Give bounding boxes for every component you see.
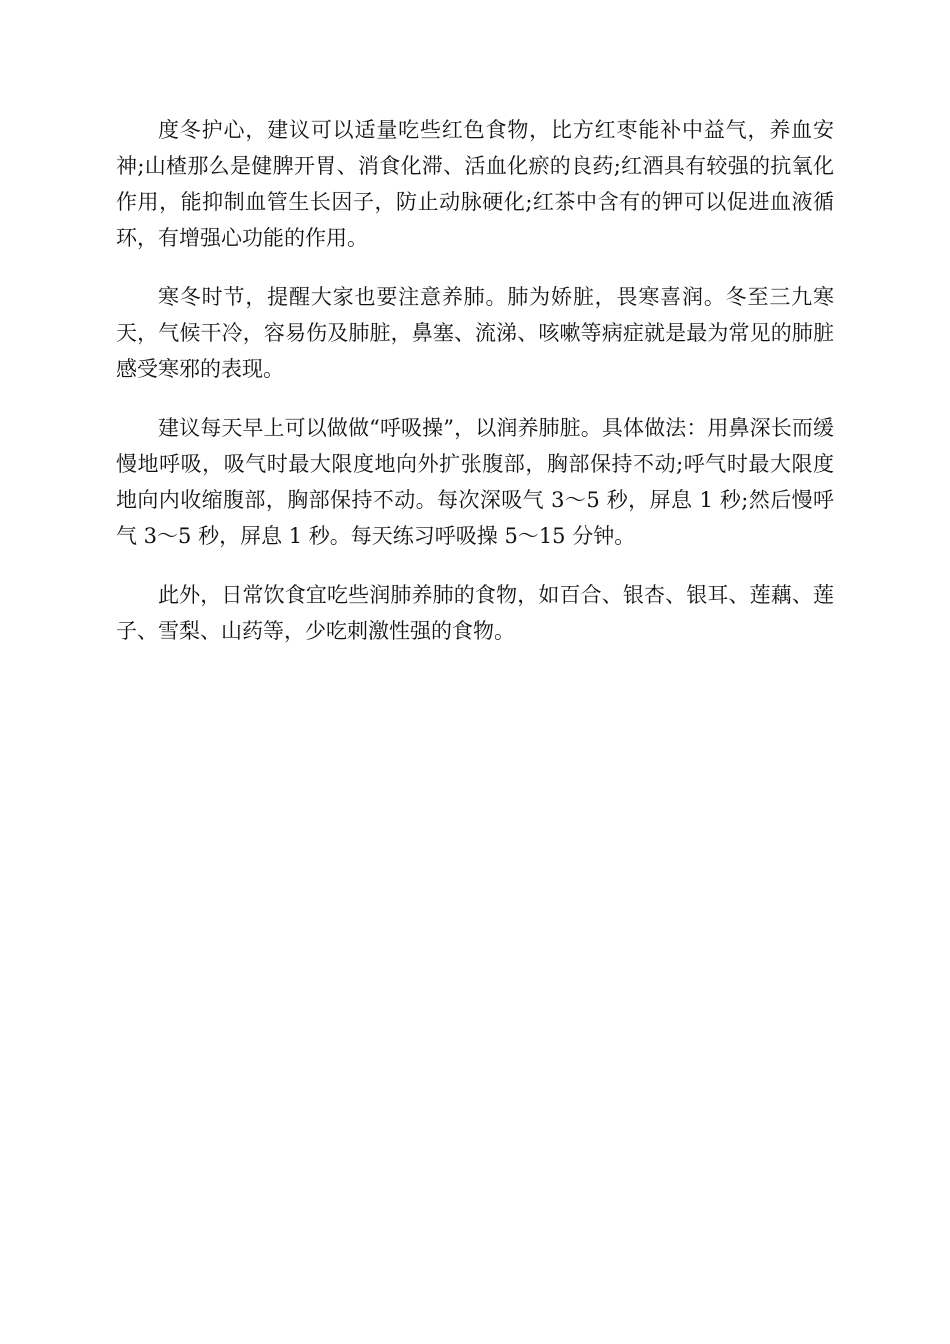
paragraph-breathing-exercise: 建议每天早上可以做做“呼吸操”，以润养肺脏。具体做法：用鼻深长而缓慢地呼吸，吸气时最大限度地向外扩张腹部，胸部保持不动;呼气时最大限度地向内收缩腹部，胸部保持不动。每次深吸气 3～5 秒，屏息 1 秒;然后慢呼气 3～5 秒，屏息 1 秒。每天练习呼吸操 5～15 分钟。 xyxy=(116,416,834,548)
paragraph-heart-care: 度冬护心，建议可以适量吃些红色食物，比方红枣能补中益气，养血安神;山楂那么是健脾开胃、消食化滞、活血化瘀的良药;红酒具有较强的抗氧化作用，能抑制血管生长因子，防止动脉硬化;红茶中含有的钾可以促进血液循环，有增强心功能的作用。 xyxy=(116,118,834,250)
paragraph-diet-advice: 此外，日常饮食宜吃些润肺养肺的食物，如百合、银杏、银耳、莲藕、莲子、雪梨、山药等，少吃刺激性强的食物。 xyxy=(116,583,834,643)
document-body xyxy=(116,112,834,672)
paragraph-lung-care: 寒冬时节，提醒大家也要注意养肺。肺为娇脏，畏寒喜润。冬至三九寒天，气候干冷，容易伤及肺脏，鼻塞、流涕、咳嗽等病症就是最为常见的肺脏感受寒邪的表现。 xyxy=(116,285,834,381)
